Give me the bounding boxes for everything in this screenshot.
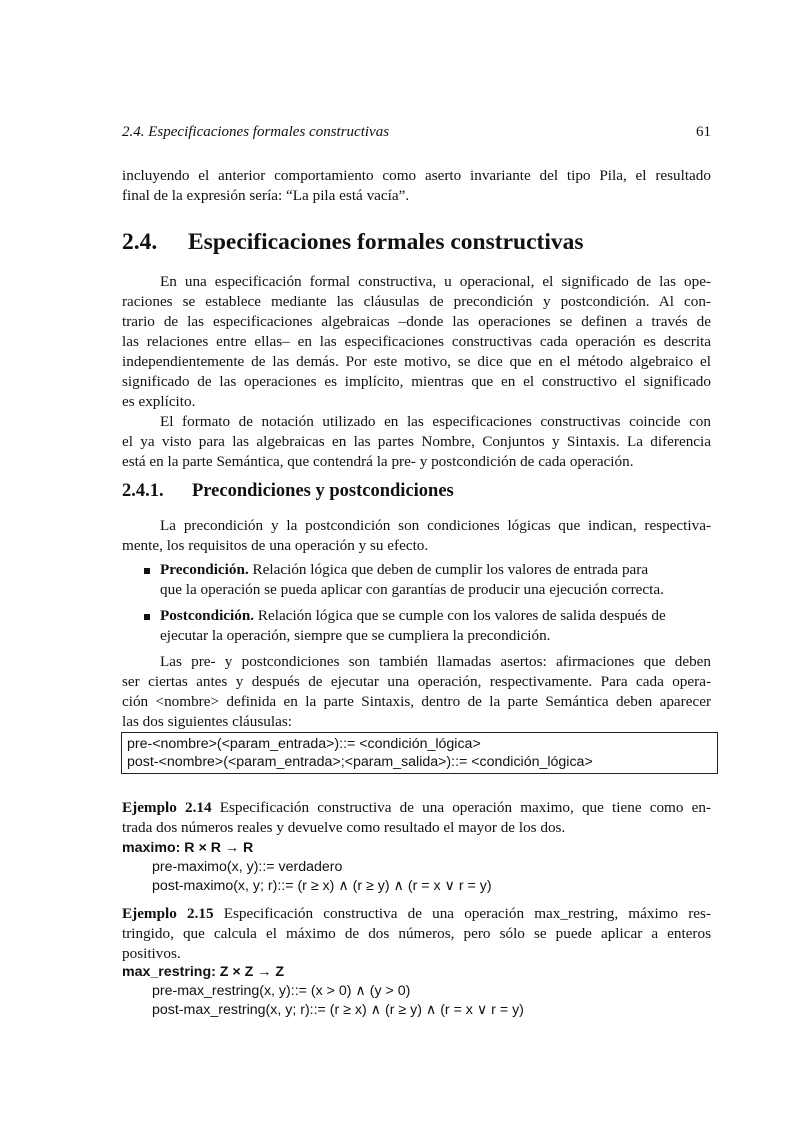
example-label: Ejemplo 2.14: [122, 799, 212, 816]
example-15-post: post-max_restring(x, y; r)::= (r ≥ x) ∧ (r ≥ y) ∧ (r = x ∨ r = y): [152, 1002, 524, 1018]
example-15-line-2: tringido, que calcula el máximo de dos números, pero sólo se puede aplicar a enteros: [122, 925, 711, 942]
example-14-post: post-maximo(x, y; r)::= (r ≥ x) ∧ (r ≥ y) ∧ (r = x ∨ r = y): [152, 878, 492, 894]
p1-line-3: trario de las especificaciones algebraicas –donde las operaciones se definen a través de: [122, 313, 711, 330]
subsection-number: 2.4.1.: [122, 481, 164, 501]
example-14-pre: pre-maximo(x, y)::= verdadero: [152, 859, 343, 875]
example-15-pre: pre-max_restring(x, y)::= (x > 0) ∧ (y > 0): [152, 983, 411, 999]
p1-line-4: las relaciones entre ellas– en las especificaciones constructivas cada operación es descrita: [122, 333, 711, 350]
bullet-text: Relación lógica que se cumple con los valores de salida después de: [254, 607, 666, 624]
p4-line-3: ción <nombre> definida en la parte Sintaxis, dentro de la parte Semántica deben aparecer: [122, 693, 711, 710]
p3-line-2: mente, los requisitos de una operación y su efecto.: [122, 537, 429, 554]
example-14-line-1: [122, 798, 711, 818]
p4-line-1: Las pre- y postcondiciones son también llamadas asertos: afirmaciones que deben: [160, 653, 711, 670]
bullet-postcondicion-line-1: [160, 606, 711, 626]
example-15-line-1: [122, 904, 711, 924]
bullet-marker: [144, 568, 150, 574]
post-clause-format: post-<nombre>(<param_entrada>;<param_salida>)::= <condición_lógica>: [127, 754, 593, 770]
p2-line-1: El formato de notación utilizado en las especificaciones constructivas coincide con: [160, 413, 711, 430]
p1-line-2: raciones se establece mediante las cláusulas de precondición y postcondición. Al con-: [122, 293, 711, 310]
bullet-term: Precondición.: [160, 561, 249, 578]
bullet-marker: [144, 614, 150, 620]
p2-line-2: el ya visto para las algebraicas en las partes Nombre, Conjuntos y Sintaxis. La diferencia: [122, 433, 711, 450]
subsection-title: Precondiciones y postcondiciones: [192, 481, 454, 501]
p4-line-2: ser ciertas antes y después de ejecutar una operación, respectivamente. Para cada opera-: [122, 673, 711, 690]
bullet-precondicion-line-1: [160, 560, 711, 580]
p3-line-1: La precondición y la postcondición son condiciones lógicas que indican, respectiva-: [160, 517, 711, 534]
bullet-precondicion-line-2: que la operación se pueda aplicar con garantías de producir una ejecución correcta.: [160, 581, 664, 598]
p4-line-4: las dos siguientes cláusulas:: [122, 713, 292, 730]
example-label: Ejemplo 2.15: [122, 905, 214, 922]
bullet-text: Relación lógica que deben de cumplir los valores de entrada para: [248, 561, 649, 578]
intro-line-1: incluyendo el anterior comportamiento como aserto invariante del tipo Pila, el resultado: [122, 167, 711, 184]
p2-line-3: está en la parte Semántica, que contendrá la pre- y postcondición de cada operación.: [122, 453, 634, 470]
subsection-heading: [122, 481, 454, 502]
running-header-section: 2.4. Especificaciones formales constructivas: [122, 124, 390, 140]
page-number: 61: [696, 124, 711, 140]
p1-line-1: En una especificación formal constructiva, u operacional, el significado de las ope-: [160, 273, 711, 290]
bullet-postcondicion-line-2: ejecutar la operación, siempre que se cumpliera la precondición.: [160, 627, 551, 644]
pre-clause-format: pre-<nombre>(<param_entrada>)::= <condición_lógica>: [127, 736, 481, 752]
section-title: Especificaciones formales constructivas: [188, 229, 584, 255]
p1-line-7: es explícito.: [122, 393, 196, 410]
example-text: Especificación constructiva de una operación maximo, que tiene como en-: [211, 799, 711, 816]
section-heading: [122, 229, 584, 256]
intro-line-2: final de la expresión sería: “La pila está vacía”.: [122, 187, 410, 204]
p1-line-6: significado de las operaciones es implícito, mientras que en el constructivo el significado: [122, 373, 711, 390]
example-15-signature: max_restring: Z × Z → Z: [122, 964, 285, 980]
bullet-term: Postcondición.: [160, 607, 255, 624]
example-14-signature: maximo: R × R → R: [122, 840, 254, 856]
example-14-line-2: trada dos números reales y devuelve como resultado el mayor de los dos.: [122, 819, 566, 836]
example-15-line-3: positivos.: [122, 945, 181, 962]
section-number: 2.4.: [122, 229, 158, 255]
p1-line-5: independientemente de las demás. Por este motivo, se dice que en el método algebraico el: [122, 353, 711, 370]
clause-format-box: [121, 732, 718, 774]
example-text: Especificación constructiva de una operación max_restring, máximo res-: [213, 905, 711, 922]
